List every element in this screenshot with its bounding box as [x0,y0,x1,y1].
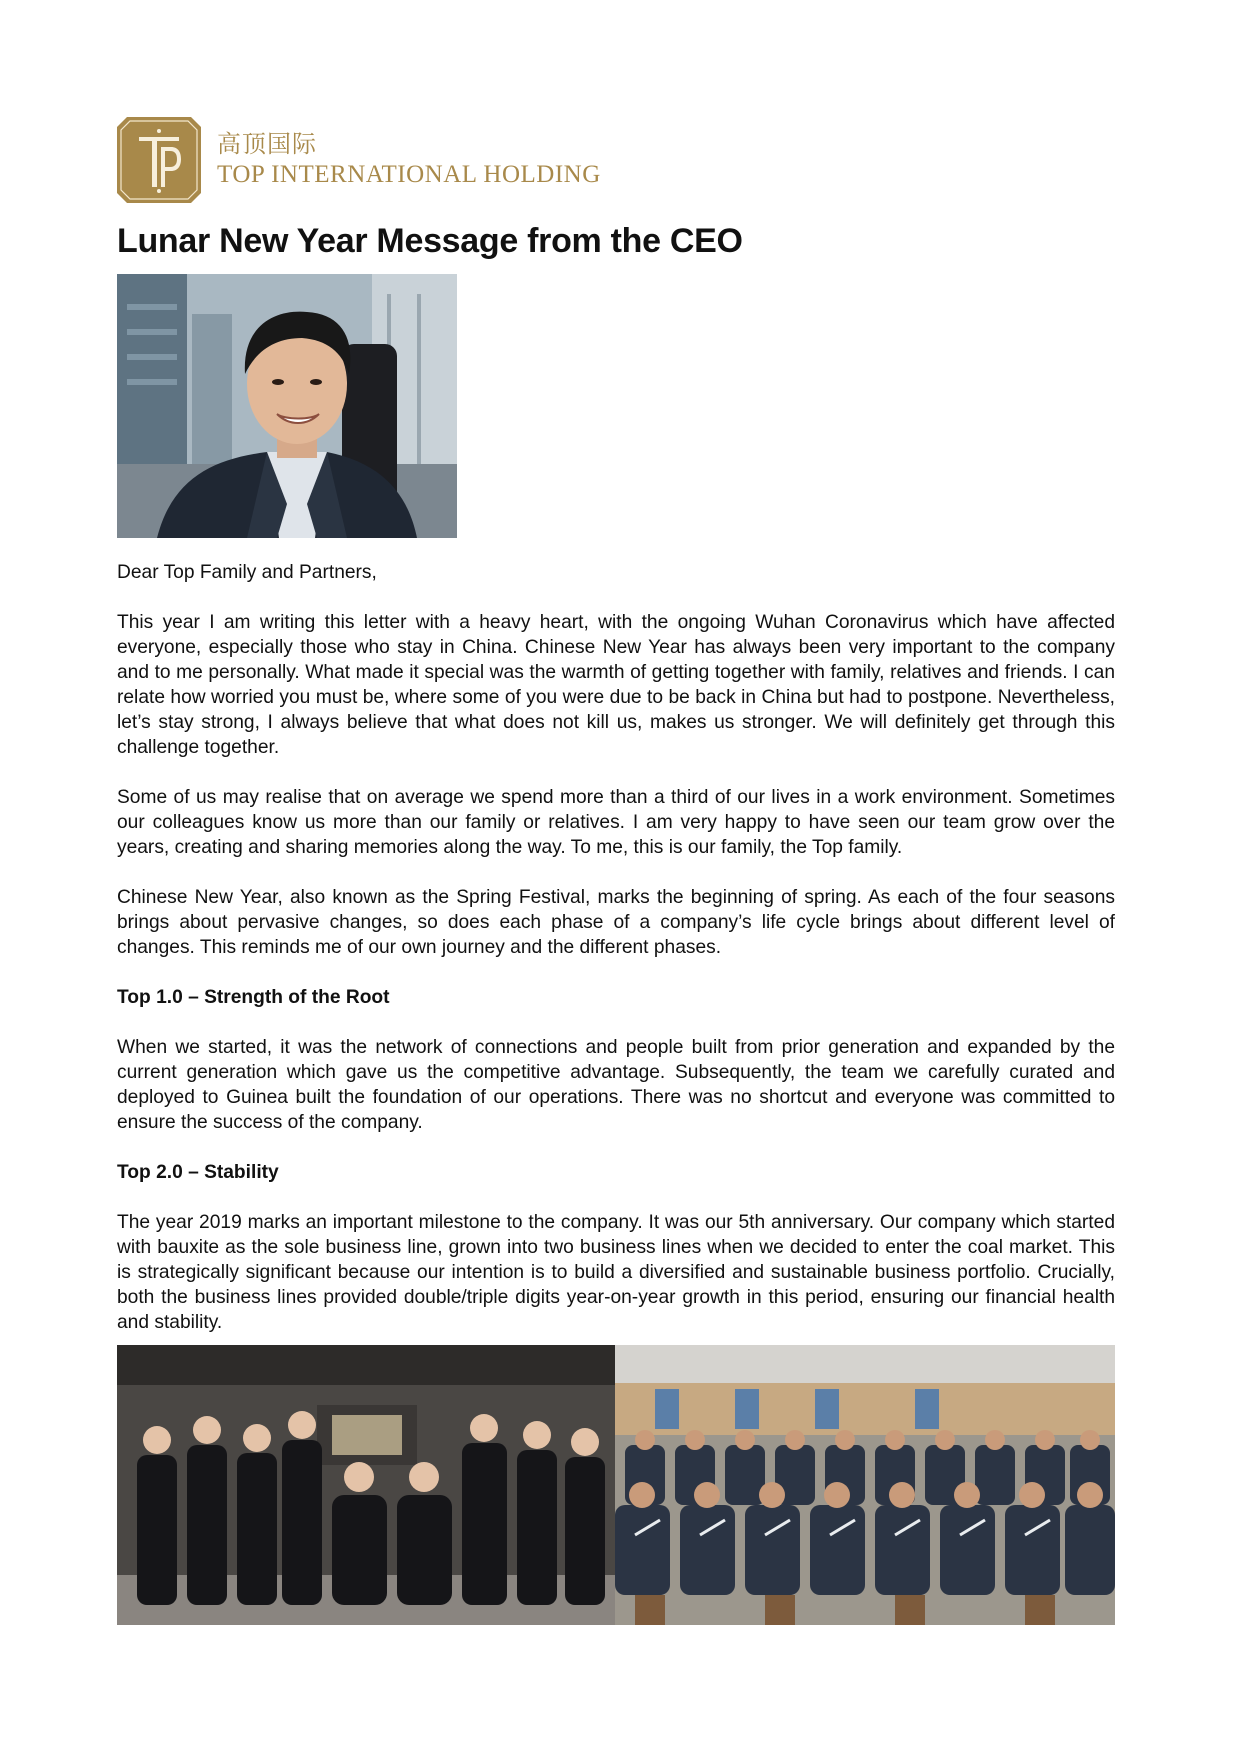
section-text-top-2: The year 2019 marks an important milestone to the company. It was our 5th anniversary. Our company which started with bauxite as the sole business line, grown into two business lines when we decided to enter the coal market. This is strategically significant because our intention is to build a diversified and sustainable business portfolio. Crucially, both the business lines provided double/triple digits year-on-year growth in this period, ensuring our financial health and stability. [117,1212,1115,1333]
letter-paragraph: Chinese New Year, also known as the Spring Festival, marks the beginning of spring. As each of the four seasons brings about pervasive changes, so does each phase of a company’s life cycle brings about different level of changes. This reminds me of our own journey and the different phases. [117,887,1115,958]
company-logo [117,117,601,203]
letter-paragraph: Some of us may realise that on average we spend more than a third of our lives in a work environment. Sometimes our colleagues know us more than our family or relatives. I am very happy to have seen our team grow over the years, creating and sharing memories along the way. To me, this is our family, the Top family. [117,787,1115,858]
team-group-photo [117,1345,615,1625]
workers-group-photo [615,1345,1115,1625]
page-title: Lunar New Year Message from the CEO [117,222,743,260]
letter-salutation: Dear Top Family and Partners, [117,562,377,583]
ceo-portrait-illustration [117,274,457,538]
photo-strip [117,1345,1115,1625]
brand-name-english: TOP INTERNATIONAL HOLDING [217,161,601,188]
logo-text [217,129,601,191]
team-photo-illustration [117,1345,615,1625]
brand-name-chinese: 高顶国际 [217,130,317,158]
logo-monogram-icon [117,117,201,203]
letter-body [117,560,1115,1360]
section-heading-top-2: Top 2.0 – Stability [117,1162,279,1183]
ceo-portrait-photo [117,274,457,538]
section-text-top-1: When we started, it was the network of connections and people built from prior generation and expanded by the current generation which gave us the competitive advantage. Subsequently, the team we carefully curated and deployed to Guinea built the foundation of our operations. There was no shortcut and everyone was committed to ensure the success of the company. [117,1037,1115,1133]
letter-paragraph: This year I am writing this letter with a heavy heart, with the ongoing Wuhan Coronavirus which have affected everyone, especially those who stay in China. Chinese New Year has always been very important to the company and to me personally. What made it special was the warmth of getting together with family, relatives and friends. I can relate how worried you must be, where some of you were due to be back in China but had to postpone. Nevertheless, let’s stay strong, I always believe that what does not kill us, makes us stronger. We will definitely get through this challenge together. [117,612,1115,758]
workers-photo-illustration [615,1345,1115,1625]
section-heading-top-1: Top 1.0 – Strength of the Root [117,987,390,1008]
